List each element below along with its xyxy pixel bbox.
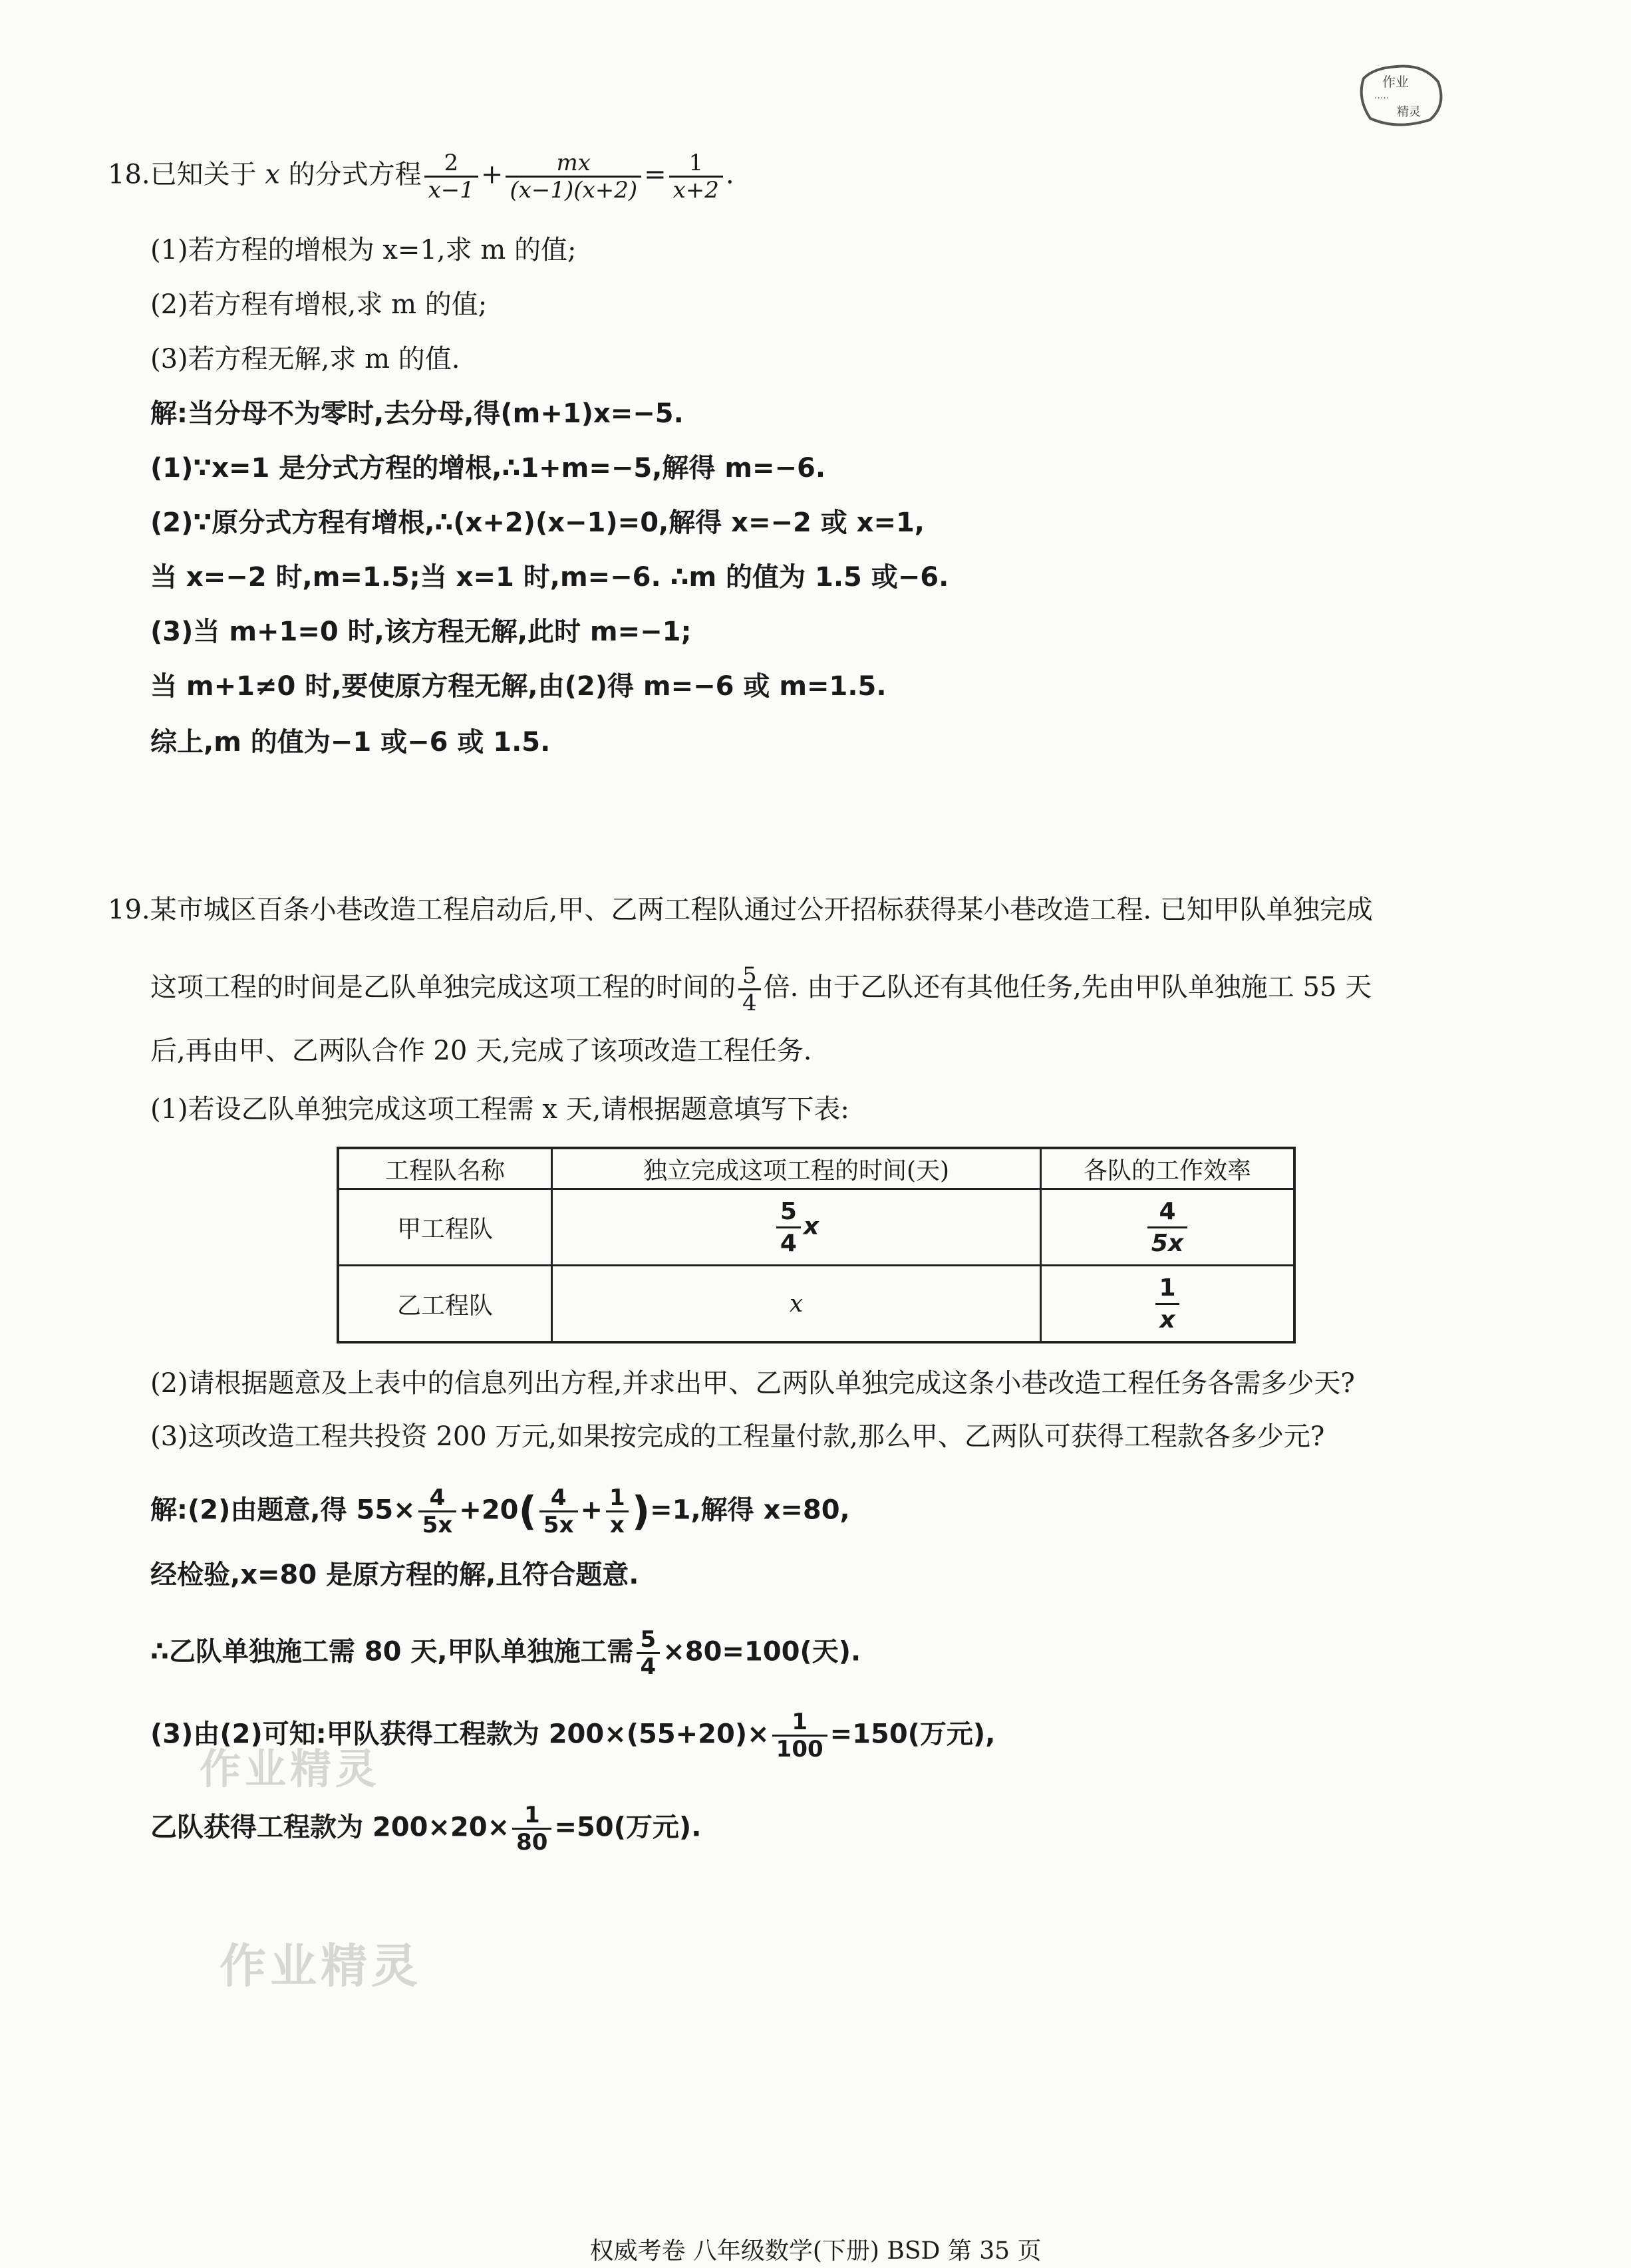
q18-solution-line-6: 当 m+1≠0 时,要使原方程无解,由(2)得 m=−6 或 m=1.5.	[150, 671, 887, 702]
q19-part-1: (1)若设乙队单独完成这项工程需 x 天,请根据题意填写下表:	[150, 1094, 849, 1125]
table-cell-efficiency-a: $\frac{4}{5x}$	[1041, 1189, 1295, 1266]
q18-part-3: (3)若方程无解,求 m 的值.	[150, 344, 460, 374]
table-cell-time-a: $\frac{5}{4}$ x	[552, 1189, 1041, 1266]
watermark: 作业精灵	[200, 1745, 381, 1793]
q19-stem-line-1: 19.某市城区百条小巷改造工程启动后,甲、乙两工程队通过公开招标获得某小巷改造工程. 已知甲队单独完成	[108, 895, 1373, 925]
q18-fraction-1: $\frac{2}{x-1}$	[424, 152, 478, 202]
q18-solution-line-5: (3)当 m+1=0 时,该方程无解,此时 m=−1;	[150, 617, 692, 647]
q18-solution-line-3: (2)∵原分式方程有增根,∴(x+2)(x−1)=0,解得 x=−2 或 x=1,	[150, 507, 925, 538]
q18-number: 18.	[108, 159, 150, 190]
page-footer: 权威考卷 八年级数学(下册) BSD 第 35 页	[589, 2237, 1042, 2265]
q19-part-3: (3)这项改造工程共投资 200 万元,如果按完成的工程量付款,那么甲、乙两队可获得工程款各多少元?	[150, 1421, 1325, 1452]
q18-solution-line-7: 综上,m 的值为−1 或−6 或 1.5.	[150, 727, 551, 758]
q18-solution-line-2: (1)∵x=1 是分式方程的增根,∴1+m=−5,解得 m=−6.	[150, 453, 826, 484]
q18-fraction-2: $\frac{mx}{(x-1)(x+2)}$	[506, 152, 641, 202]
q19-number: 19.	[108, 895, 150, 925]
table-header-row	[338, 1148, 1294, 1189]
svg-text:作业: 作业	[1382, 74, 1409, 90]
q18-fraction-3: $\frac{1}{x+2}$	[669, 152, 723, 202]
q19-stem-line-3: 后,再由甲、乙两队合作 20 天,完成了该项改造工程任务.	[150, 1036, 812, 1066]
q19-part-2: (2)请根据题意及上表中的信息列出方程,并求出甲、乙两队单独完成这条小巷改造工程任务各需多少天?	[150, 1368, 1355, 1399]
efficiency-table	[337, 1147, 1296, 1344]
q18-part-2: (2)若方程有增根,求 m 的值;	[150, 289, 488, 320]
table-cell-time-b: x	[552, 1266, 1041, 1343]
table-cell-efficiency-b: $\frac{1}{x}$	[1041, 1266, 1295, 1343]
stamp-logo	[1350, 59, 1450, 132]
watermark: 作业精灵	[220, 1939, 422, 1993]
q19-solution-line-4: (3)由(2)可知:甲队获得工程款为 200×(55+20)× $\frac{1}{100}$ =150(万元),	[150, 1709, 996, 1763]
table-header-cell: 独立完成这项工程的时间(天)	[552, 1148, 1041, 1189]
q18-stem: 18.已知关于 x 的分式方程 $\frac{2}{x-1}$ + $\frac{mx}{(x-1)(x+2)}$ = $\frac{1}{x+2}$ .	[108, 150, 734, 204]
table-row	[338, 1266, 1294, 1343]
q18-part-1: (1)若方程的增根为 x=1,求 m 的值;	[150, 235, 577, 265]
table-cell-team-b: 乙工程队	[338, 1266, 552, 1343]
q19-ratio-fraction: $\frac{5}{4}$	[738, 964, 761, 1014]
table-cell-team-a: 甲工程队	[338, 1189, 552, 1266]
q19-solution-line-1: 解:(2)由题意,得 55× $\frac{4}{5x}$ +20( $\frac{4}{5x}$ + $\frac{1}{x}$ )=1,解得 x=80,	[150, 1485, 850, 1538]
q19-solution-line-5: 乙队获得工程款为 200×20× $\frac{1}{80}$ =50(万元).	[150, 1802, 702, 1856]
svg-text:精灵: 精灵	[1397, 105, 1421, 119]
q19-solution-line-2: 经检验,x=80 是原方程的解,且符合题意.	[150, 1560, 639, 1590]
table-row	[338, 1189, 1294, 1266]
table-header-cell: 工程队名称	[338, 1148, 552, 1189]
table-header-cell: 各队的工作效率	[1041, 1148, 1295, 1189]
svg-text:·····: ·····	[1374, 93, 1390, 104]
q19-solution-line-3: ∴乙队单独施工需 80 天,甲队单独施工需 $\frac{5}{4}$ ×80=100(天).	[150, 1626, 861, 1680]
q18-solution-line-1: 解:当分母不为零时,去分母,得(m+1)x=−5.	[150, 398, 684, 429]
q18-solution-line-4: 当 x=−2 时,m=1.5;当 x=1 时,m=−6. ∴m 的值为 1.5 或−6.	[150, 562, 949, 593]
q19-stem-line-2: 这项工程的时间是乙队单独完成这项工程的时间的 $\frac{5}{4}$ 倍. 由于乙队还有其他任务,先由甲队单独施工 55 天	[150, 962, 1372, 1016]
